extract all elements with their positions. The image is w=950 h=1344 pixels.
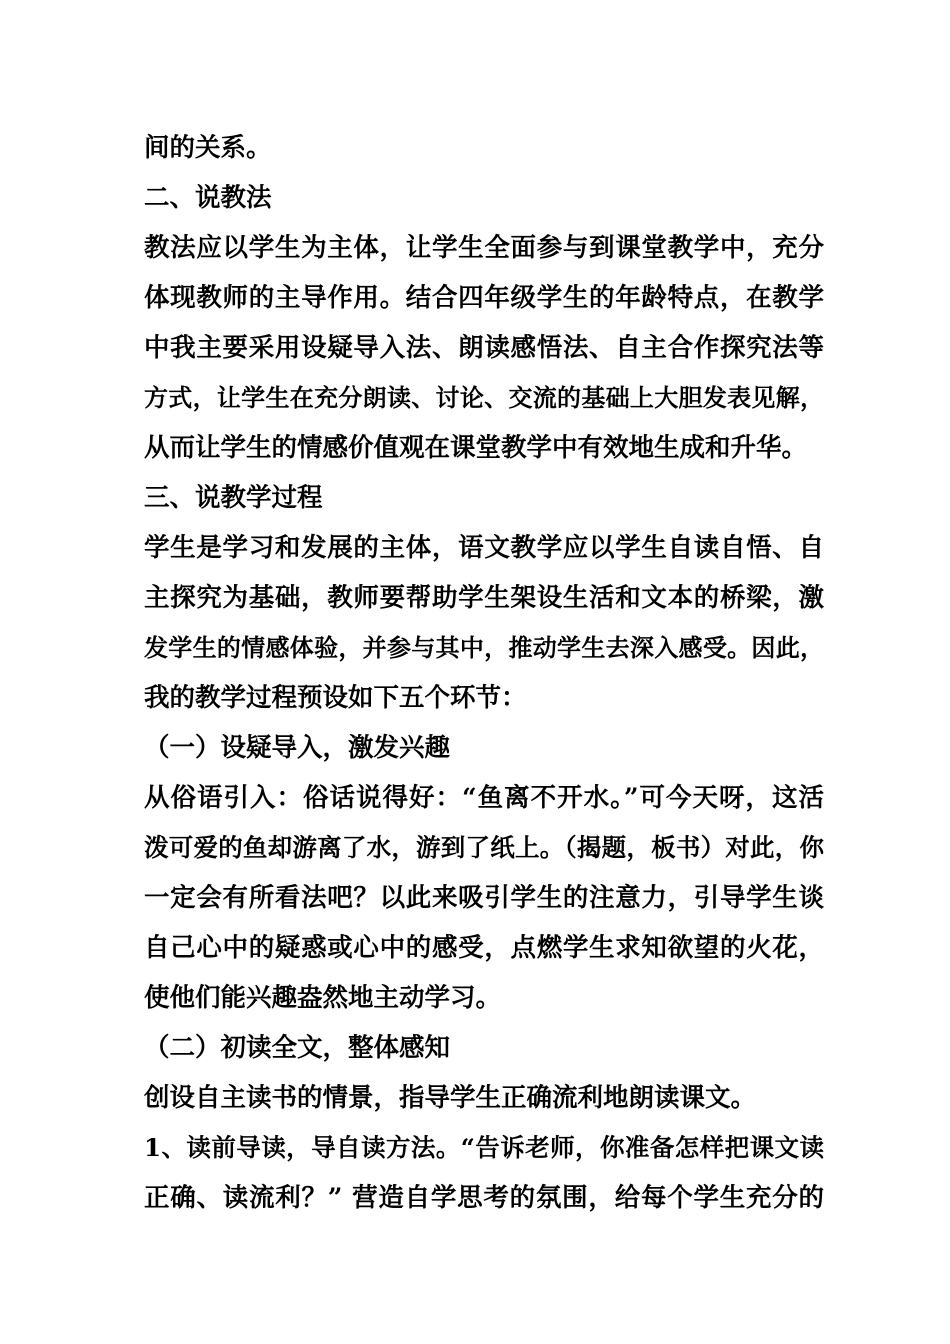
subsection-heading: （二）初读全文，整体感知: [144, 1033, 451, 1063]
text-line: 泼可爱的鱼却游离了水，游到了纸上。（揭题，板书）对此，你: [144, 833, 824, 862]
text-line: 方式，让学生在充分朗读、讨论、交流的基础上大胆发表见解，: [144, 383, 824, 412]
subsection-heading: （一）设疑导入，激发兴趣: [144, 733, 451, 763]
text-line: 学生是学习和发展的主体，语文教学应以学生自读自悟、自: [144, 533, 824, 563]
text-line: 间的关系。: [144, 133, 272, 163]
text-line: 创设自主读书的情景，指导学生正确流利地朗读课文。: [144, 1083, 757, 1113]
section-heading: 三、说教学过程: [144, 483, 323, 513]
text-line: 主探究为基础，教师要帮助学生架设生活和文本的桥梁，激: [144, 583, 824, 613]
text-line: 从俗语引入：俗话说得好：“鱼离不开水。”可今天呀，这活: [144, 783, 824, 813]
text-line: 发学生的情感体验，并参与其中，推动学生去深入感受。因此，: [144, 633, 824, 662]
text-line: 正确、读流利？” 营造自学思考的氛围，给每个学生充分的: [144, 1183, 824, 1213]
text-line: 自己心中的疑惑或心中的感受，点燃学生求知欲望的火花，: [144, 933, 824, 963]
text-line: 教法应以学生为主体，让学生全面参与到课堂教学中，充分: [144, 233, 824, 263]
text-line: 从而让学生的情感价值观在课堂教学中有效地生成和升华。: [144, 433, 808, 463]
text-line: 中我主要采用设疑导入法、朗读感悟法、自主合作探究法等: [144, 333, 824, 363]
text-line: 体现教师的主导作用。结合四年级学生的年龄特点，在教学: [144, 283, 824, 313]
text-line: 使他们能兴趣盎然地主动学习。: [144, 983, 502, 1013]
section-heading: 二、说教法: [144, 183, 272, 213]
text-line: 一定会有所看法吧？以此来吸引学生的注意力，引导学生谈: [144, 883, 824, 913]
text-line: 我的教学过程预设如下五个环节：: [144, 683, 527, 713]
text-line: 1、读前导读，导自读方法。“告诉老师，你准备怎样把课文读: [144, 1133, 824, 1162]
